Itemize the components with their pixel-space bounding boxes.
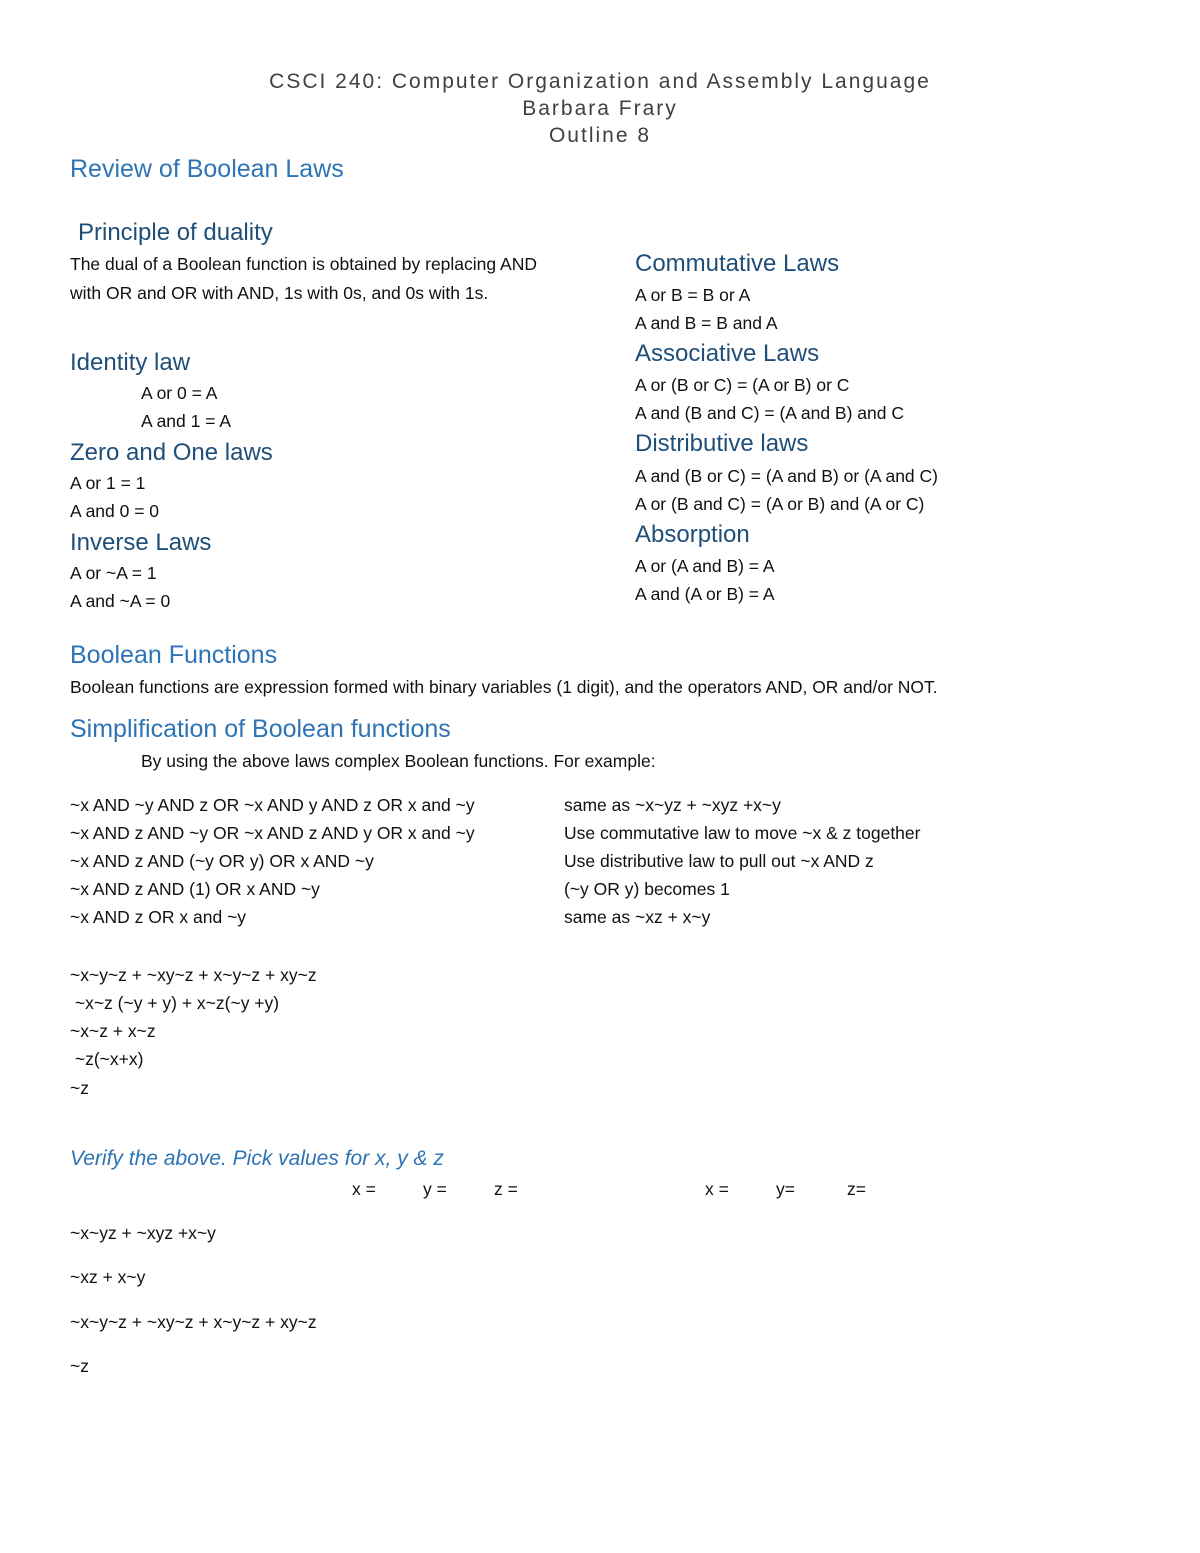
simplification-heading: Simplification of Boolean functions	[70, 715, 451, 743]
verify-expression: ~xz + x~y	[70, 1267, 146, 1287]
example2-line: ~x~z + x~z	[70, 1021, 156, 1041]
zero-one-line: A and 0 = 0	[70, 501, 160, 521]
verify-expression: ~x~yz + ~xyz +x~y	[70, 1223, 216, 1243]
verify-var-label: x =	[352, 1179, 376, 1199]
absorption-line: A or (A and B) = A	[635, 556, 775, 576]
duality-text: The dual of a Boolean function is obtained by replacing AND with OR and OR with AND, 1s with 0s, and 0s with 1s.	[70, 254, 537, 303]
simplification-step-note: Use commutative law to move ~x & z together	[564, 823, 921, 843]
distributive-line: A or (B and C) = (A or B) and (A or C)	[635, 494, 925, 514]
distributive-line: A and (B or C) = (A and B) or (A and C)	[635, 466, 938, 486]
absorption-heading: Absorption	[635, 521, 750, 548]
example2-line: ~z	[70, 1078, 89, 1098]
verify-var-label: y =	[423, 1179, 447, 1199]
simplification-step-expr: ~x AND z AND ~y OR ~x AND z AND y OR x and ~y	[70, 823, 475, 843]
verify-var-label: z =	[494, 1179, 518, 1199]
inverse-heading: Inverse Laws	[70, 529, 212, 556]
verify-expression: ~x~y~z + ~xy~z + x~y~z + xy~z	[70, 1312, 317, 1332]
duality-heading: Principle of duality	[78, 219, 273, 246]
verify-expression: ~z	[70, 1356, 89, 1376]
identity-line: A or 0 = A	[141, 383, 218, 403]
inverse-line: A and ~A = 0	[70, 591, 171, 611]
identity-line: A and 1 = A	[141, 411, 232, 431]
simplification-step-expr: ~x AND z OR x and ~y	[70, 907, 247, 927]
author-name: Barbara Frary	[522, 97, 678, 120]
commutative-heading: Commutative Laws	[635, 250, 840, 277]
simplification-step-expr: ~x AND z AND (~y OR y) OR x AND ~y	[70, 851, 374, 871]
verify-var-label: x =	[705, 1179, 729, 1199]
verify-var-label: z=	[847, 1179, 866, 1199]
zero-one-line: A or 1 = 1	[70, 473, 146, 493]
simplification-step-expr: ~x AND ~y AND z OR ~x AND y AND z OR x and ~y	[70, 795, 475, 815]
simplification-step-note: (~y OR y) becomes 1	[564, 879, 730, 899]
outline-number: Outline 8	[548, 124, 652, 147]
commutative-line: A and B = B and A	[635, 313, 778, 333]
simplification-step-note: same as ~xz + x~y	[564, 907, 711, 927]
identity-heading: Identity law	[70, 349, 191, 376]
verify-var-label: y=	[776, 1179, 795, 1199]
review-heading: Review of Boolean Laws	[70, 155, 344, 183]
absorption-line: A and (A or B) = A	[635, 584, 775, 604]
functions-text: Boolean functions are expression formed with binary variables (1 digit), and the operators AND, OR and/or NOT.	[70, 677, 938, 697]
simplification-intro: By using the above laws complex Boolean functions. For example:	[141, 751, 656, 771]
inverse-line: A or ~A = 1	[70, 563, 157, 583]
example2-line: ~x~y~z + ~xy~z + x~y~z + xy~z	[70, 965, 317, 985]
associative-line: A or (B or C) = (A or B) or C	[635, 375, 850, 395]
example2-line: ~x~z (~y + y) + x~z(~y +y)	[70, 993, 280, 1013]
verify-heading: Verify the above. Pick values for x, y & z	[70, 1147, 444, 1170]
distributive-heading: Distributive laws	[635, 430, 809, 457]
commutative-line: A or B = B or A	[635, 285, 751, 305]
simplification-step-note: Use distributive law to pull out ~x AND z	[564, 851, 874, 871]
example2-line: ~z(~x+x)	[70, 1049, 144, 1069]
functions-heading: Boolean Functions	[70, 641, 278, 669]
course-title: CSCI 240: Computer Organization and Assembly Language	[269, 70, 931, 93]
simplification-step-expr: ~x AND z AND (1) OR x AND ~y	[70, 879, 320, 899]
associative-line: A and (B and C) = (A and B) and C	[635, 403, 904, 423]
associative-heading: Associative Laws	[635, 340, 820, 367]
simplification-step-note: same as ~x~yz + ~xyz +x~y	[564, 795, 781, 815]
zero-one-heading: Zero and One laws	[70, 439, 273, 466]
